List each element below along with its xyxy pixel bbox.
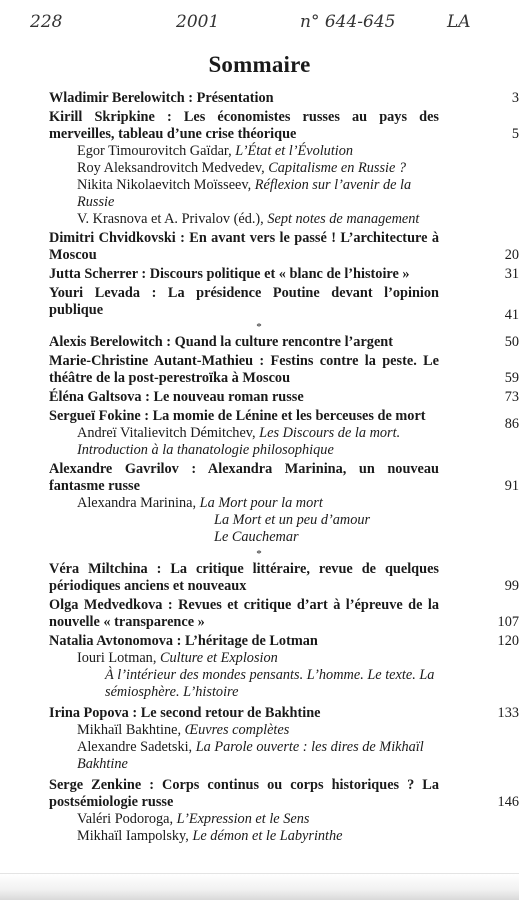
entry-heading: Alexis Berelowitch : Quand la culture rencontre l’argent (49, 334, 394, 350)
work-author: Mikhaïl Bakhtine, (77, 722, 185, 738)
handwritten-code: LA (447, 12, 471, 32)
toc-entry (49, 285, 519, 323)
entry-heading: Natalia Avtonomova : L’héritage de Lotman (49, 633, 318, 649)
page-number: 107 (497, 614, 519, 630)
entry-heading: Kirill Skripkine : Les économistes russes au pays des merveilles, tableau d’une crise théorique (49, 109, 439, 142)
work-title: Capitalisme en Russie ? (268, 160, 407, 176)
reviewed-work (49, 211, 439, 228)
reviewed-work (49, 143, 439, 160)
work-author: Alexandra Marinina, (77, 495, 200, 511)
work-author: Alexandre Sadetski, (77, 739, 196, 755)
entry-heading: Véra Miltchina : La critique littéraire, revue de quelques périodiques anciens et nouveaux (49, 561, 439, 594)
page-number: 20 (504, 247, 519, 263)
page-number: 50 (504, 334, 519, 350)
work-author: Valéri Podoroga, (77, 811, 177, 827)
work-author: Andreï Vitalievitch Démitchev, (77, 425, 260, 441)
handwritten-issue: n° 644-645 (300, 12, 396, 32)
page-number: 146 (497, 794, 519, 810)
reviewed-work (49, 739, 439, 773)
page-number: 31 (504, 266, 519, 282)
toc-entry (49, 334, 519, 351)
work-title: L’Expression et le Sens (176, 811, 310, 827)
work-author: Iouri Lotman, (77, 650, 160, 666)
entry-heading: Marie-Christine Autant-Mathieu : Festins contre la peste. Le théâtre de la post-perestroïka à Moscou (49, 353, 439, 386)
entry-heading: Olga Medvedkova : Revues et critique d’art à l’épreuve de la nouvelle « transparence » (49, 597, 439, 630)
page-title: Sommaire (208, 52, 311, 77)
work-author: Roy Aleksandrovitch Medvedev, (77, 160, 269, 176)
handwritten-number: 228 (30, 12, 63, 32)
entry-heading: Wladimir Berelowitch : Présentation (49, 90, 274, 106)
page-number: 99 (504, 578, 519, 594)
work-title: L’État et l’Évolution (235, 143, 354, 159)
work-title: La Mort et un peu d’amour (214, 512, 371, 528)
entry-heading: Éléna Galtsova : Le nouveau roman russe (49, 389, 304, 405)
toc-entry (49, 633, 519, 701)
toc-entry (49, 389, 519, 406)
page-number: 133 (497, 705, 519, 721)
entry-heading: Irina Popova : Le second retour de Bakhtine (49, 705, 321, 721)
page-number: 41 (504, 307, 519, 323)
toc-entry (49, 109, 519, 228)
work-title: Sept notes de management (267, 211, 420, 227)
work-title: Le démon et le Labyrinthe (192, 828, 343, 844)
reviewed-work (49, 177, 439, 211)
page-bottom-edge (0, 873, 519, 900)
toc-entry (49, 90, 519, 107)
reviewed-work (49, 722, 439, 739)
work-title: Le Cauchemar (214, 529, 299, 545)
toc-entry (49, 353, 519, 387)
page-number: 3 (511, 90, 519, 106)
reviewed-work (49, 425, 439, 459)
handwritten-year: 2001 (176, 12, 220, 32)
toc-entry (49, 266, 519, 283)
work-title: Réflexion sur l’avenir de la Russie (77, 177, 412, 210)
entry-heading: Alexandre Gavrilov : Alexandra Marinina, un nouveau fantasme russe (49, 461, 439, 494)
work-title: Œuvres complètes (184, 722, 290, 738)
work-title: Culture et Explosion (159, 650, 278, 666)
entry-heading: Youri Levada : La présidence Poutine devant l’opinion publique (49, 285, 439, 318)
toc-entry (49, 597, 519, 631)
toc-entry (49, 705, 519, 773)
section-divider: * (256, 321, 262, 333)
work-title: La Parole ouverte : les dires de Mikhaïl Bakhtine (77, 739, 424, 772)
page-number: 59 (504, 370, 519, 386)
reviewed-work (49, 160, 439, 177)
work-author: Nikita Nikolaevitch Moïsseev, (77, 177, 255, 193)
work-title: La Mort pour la mort (199, 495, 323, 511)
entry-heading: Serge Zenkine : Corps continus ou corps historiques ? La postsémiologie russe (49, 777, 439, 810)
page-number: 5 (511, 126, 519, 142)
page-number: 91 (504, 478, 519, 494)
reviewed-work (49, 811, 439, 828)
reviewed-work (49, 828, 439, 845)
work-author: V. Krasnova et A. Privalov (éd.), (77, 211, 268, 227)
toc-entry (49, 777, 519, 845)
page-number: 73 (504, 389, 519, 405)
toc-entry (49, 561, 519, 595)
entry-heading: Dimitri Chvidkovski : En avant vers le passé ! L’architecture à Moscou (49, 230, 439, 263)
work-author: Mikhaïl Iampolsky, (77, 828, 193, 844)
page-number: 86 (504, 416, 519, 432)
work-author: Egor Timourovitch Gaïdar, (77, 143, 236, 159)
toc-entry (49, 230, 519, 264)
work-title: Les Discours de la mort. Introduction à la thanatologie philosophique (77, 425, 401, 458)
reviewed-work (49, 495, 439, 512)
entry-heading: Jutta Scherrer : Discours politique et « blanc de l’histoire » (49, 266, 410, 282)
toc-entry (49, 461, 519, 546)
toc-entry (49, 408, 519, 459)
entry-heading: Sergueï Fokine : La momie de Lénine et les berceuses de mort (49, 408, 426, 424)
page-number: 120 (497, 633, 519, 649)
reviewed-work (49, 650, 439, 667)
work-title: À l’intérieur des mondes pensants. L’homme. Le texte. La sémiosphère. L’histoire (105, 667, 435, 700)
section-divider: * (256, 548, 262, 560)
table-of-contents (49, 90, 519, 845)
